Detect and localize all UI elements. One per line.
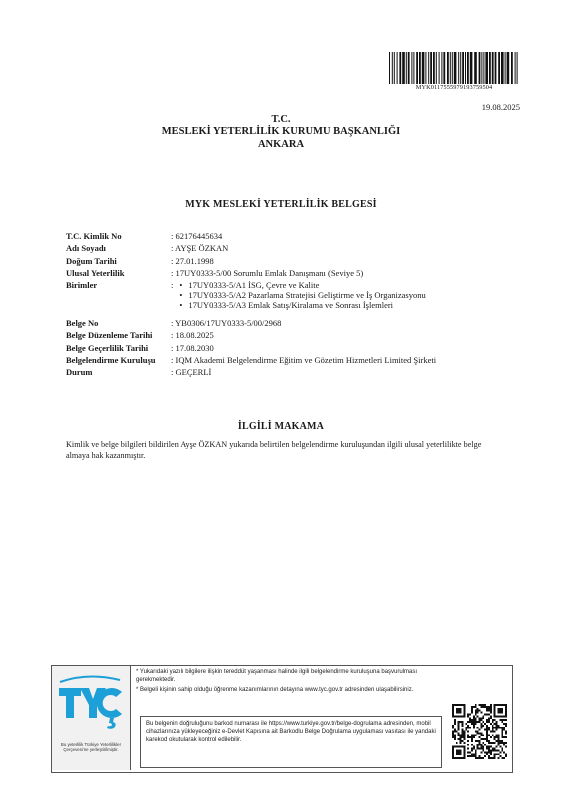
logo-subtitle: Bu yeterlilik Türkiye Yeterlilikler Çerçevesi'ne yerleştirilmiştir. xyxy=(60,742,122,753)
field-issue-date xyxy=(66,330,526,340)
verification-text[interactable]: Bu belgenin doğruluğunu barkod numarası ile https://www.turkiye.gov.tr/belge-dogrulama adresinden, mobil cihazlarınıza yükleyeceğiniz e-Devlet Kapısına ait Barkodlu Belge Doğrulama uygulaması vasıtası ile yandaki karekod okutularak kontrol edilebilir. xyxy=(146,721,436,743)
status-value: : GEÇERLİ xyxy=(171,367,212,378)
units-colon: : xyxy=(171,280,174,291)
units-value xyxy=(171,280,526,310)
tyc-logo-panel xyxy=(52,666,131,770)
issue-date: 19.08.2025 xyxy=(481,102,520,112)
field-validity xyxy=(66,343,526,353)
statement-text: Kimlik ve belge bilgileri bildirilen Ayşe ÖZKAN yukarıda belirtilen belgelendirme kuruluşundan ilgili ulusal yeterlilikte belge almaya hak kazanmıştır. xyxy=(66,440,482,460)
qr-code[interactable] xyxy=(452,704,507,759)
header-institution: MESLEKİ YETERLİLİK KURUMU BAŞKANLIĞI xyxy=(161,126,401,137)
field-value: : IQM Akademi Belgelendirme Eğitim ve Gözetim Hizmetleri Limited Şirketi xyxy=(171,355,437,366)
units-list xyxy=(176,280,425,310)
field-certificate-no xyxy=(66,318,526,328)
unit-item: • 17UY0333-5/A1 İSG, Çevre ve Kalite xyxy=(176,280,425,290)
unit-item: • 17UY0333-5/A2 Pazarlama Stratejisi Geliştirme ve İş Organizasyonu xyxy=(176,290,425,300)
field-value: : 17UY0333-5/00 Sorumlu Emlak Danışmanı (Seviye 5) xyxy=(171,267,364,278)
field-label: Belge Düzenleme Tarihi xyxy=(66,330,153,341)
field-qualification xyxy=(66,268,526,278)
field-units xyxy=(66,280,526,310)
footer-note: * Belgeli kişinin sahip olduğu öğrenme kazanımlarının detayına www.tyc.gov.tr adresinden ulaşabilirsiniz. xyxy=(136,687,414,693)
field-label: Belgelendirme Kuruluşu xyxy=(66,355,156,366)
field-label: Ulusal Yeterlilik xyxy=(66,267,125,278)
header-country: T.C. xyxy=(271,114,291,125)
field-label: Birimler xyxy=(66,280,98,291)
section-title: İLGİLİ MAKAMA xyxy=(237,421,325,432)
field-label: Durum xyxy=(66,367,93,378)
field-label: Adı Soyadı xyxy=(66,243,106,254)
footer-note: * Yukarıdaki yazılı bilgilere ilişkin tereddüt yaşanması halinde ilgili belgelendirme kuruluşuna başvurulması gerekmektedir. xyxy=(136,669,418,683)
certificate-fields xyxy=(66,231,526,377)
barcode-number: MYK0117555979193759504 xyxy=(415,84,493,91)
field-name xyxy=(66,243,526,253)
certificate-title: MYK MESLEKİ YETERLİLİK BELGESİ xyxy=(185,199,377,210)
field-status xyxy=(66,367,526,377)
field-value: : 27.01.1998 xyxy=(171,255,214,266)
field-label: Doğum Tarihi xyxy=(66,255,117,266)
tyc-logo-icon xyxy=(56,672,126,738)
field-tc xyxy=(66,231,526,241)
field-certification-body xyxy=(66,355,526,365)
header-city: ANKARA xyxy=(257,139,305,150)
field-label: Belge No xyxy=(66,318,99,329)
unit-item: • 17UY0333-5/A3 Emlak Satış/Kiralama ve Sonrası İşlemleri xyxy=(176,300,425,310)
field-value: : YB0306/17UY0333-5/00/2968 xyxy=(171,318,282,329)
field-value: : AYŞE ÖZKAN xyxy=(171,243,229,254)
field-value: : 62176445634 xyxy=(171,231,223,241)
field-label: T.C. Kimlik No xyxy=(66,231,122,241)
footer-notes xyxy=(136,668,436,696)
barcode xyxy=(388,52,520,84)
field-label: Belge Geçerlilik Tarihi xyxy=(66,342,149,353)
field-dob xyxy=(66,256,526,266)
field-value: : 17.08.2030 xyxy=(171,342,214,353)
field-value: : 18.08.2025 xyxy=(171,330,214,341)
